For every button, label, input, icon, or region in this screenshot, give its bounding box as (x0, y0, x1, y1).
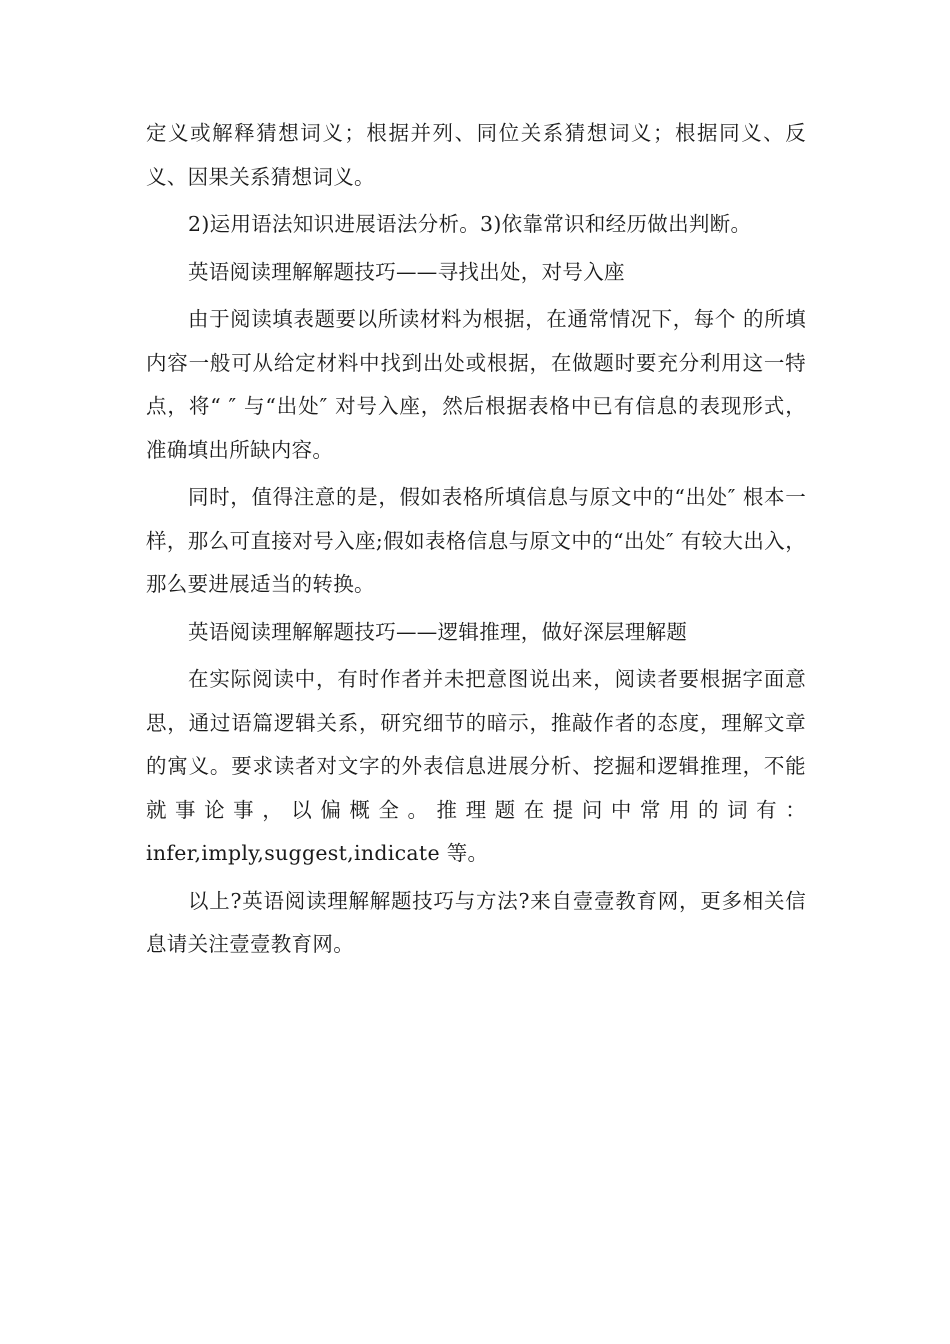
document-body (146, 112, 806, 971)
paragraph-closing-note: 以上?英语阅读理解解题技巧与方法?来自壹壹教育网，更多相关信息请关注壹壹教育网。 (146, 888, 806, 956)
paragraph-conversion-note: 同时，值得注意的是，假如表格所填信息与原文中的“出处″ 根本一样，那么可直接对号入座;假如表格信息与原文中的“出处″ 有较大出入，那么要进展适当的转换。 (146, 485, 806, 596)
section-heading-logical-reasoning: 英语阅读理解解题技巧——逻辑推理，做好深层理解题 (188, 619, 688, 644)
paragraph-guess-meaning: 定义或解释猜想词义；根据并列、同位关系猜想词义；根据同义、反义、因果关系猜想词义。 (146, 121, 806, 189)
paragraph-inference: 在实际阅读中，有时作者并未把意图说出来，阅读者要根据字面意思，通过语篇逻辑关系，研究细节的暗示，推敲作者的态度，理解文章的寓义。要求读者对文字的外表信息进展分析、挖掘和逻辑推理，不能就事论事，以偏概全。推理题在提问中常用的词有：infer,imply,suggest,indicate 等。 (146, 667, 806, 865)
section-heading-find-source: 英语阅读理解解题技巧——寻找出处，对号入座 (188, 259, 625, 284)
paragraph-table-filling: 由于阅读填表题要以所读材料为根据，在通常情况下，每个 的所填内容一般可从给定材料中找到出处或根据，在做题时要充分利用这一特点，将“ ″ 与“出处″ 对号入座，然后根据表格中已有信息的表现形式，准确填出所缺内容。 (146, 307, 806, 462)
paragraph-grammar-analysis: 2)运用语法知识进展语法分析。3)依靠常识和经历做出判断。 (188, 212, 752, 236)
